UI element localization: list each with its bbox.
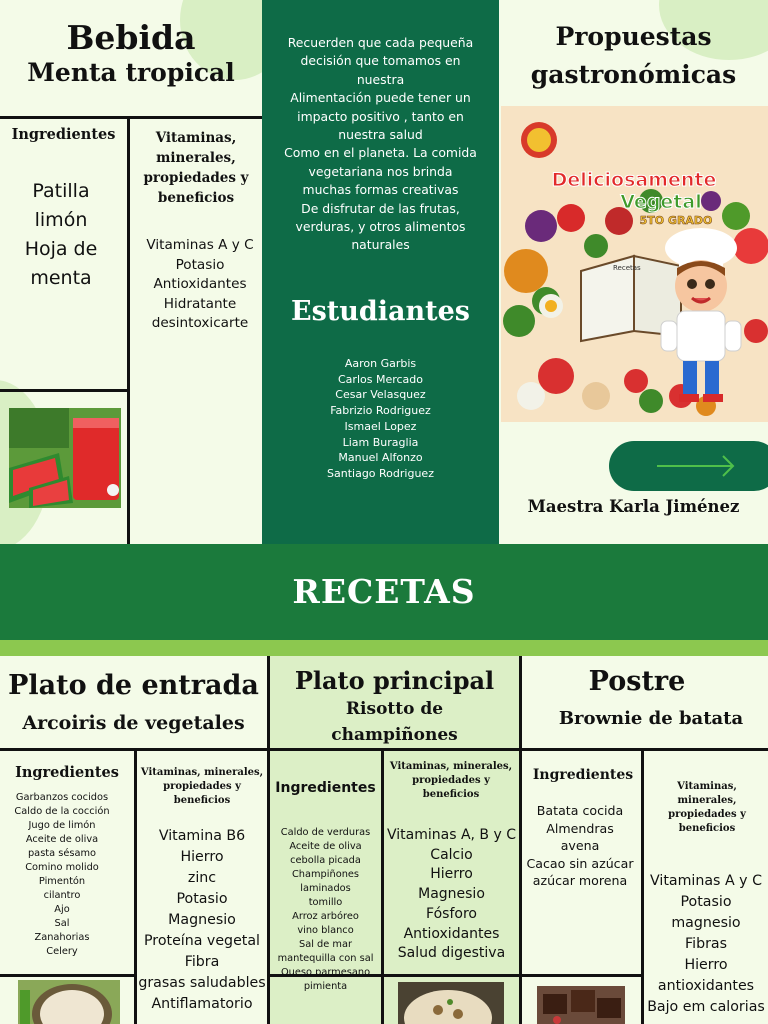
ingredient: Batata cocida [536, 803, 624, 818]
postre-ingredients-heading: Ingredientes [532, 767, 634, 783]
vitamin: Proteína vegetal [144, 933, 260, 949]
postre-vitamins-heading: Vitaminas, minerales, propiedades y beneficios [668, 781, 746, 834]
ingredient: pimienta [303, 981, 348, 992]
recetas-band [0, 544, 768, 640]
divider [519, 974, 644, 977]
postre-title: Postre [588, 666, 686, 697]
vitamin: antioxidantes [657, 978, 755, 994]
bebida-title: Bebida [66, 18, 196, 57]
vitamin: Hidratante [163, 295, 237, 312]
message-line: decisión que tomamos en [300, 53, 461, 69]
divider [381, 974, 522, 977]
postre-subtitle: Brownie de batata [558, 708, 744, 729]
vitamin: Hierro [684, 957, 728, 973]
bebida-subtitle: Menta tropical [27, 58, 235, 87]
vitamin: Salud digestiva [397, 945, 506, 962]
ingredient: Sal [54, 918, 70, 929]
principal-subtitle [270, 696, 519, 748]
student-name: Manuel Alfonzo [338, 451, 423, 465]
message-line: Alimentación puede tener un [290, 90, 471, 106]
title-line: Propuestas [555, 22, 712, 51]
divider [0, 974, 137, 977]
principal-ingredients-heading: Ingredientes [275, 780, 376, 796]
message-line: Recuerden que cada pequeña [287, 35, 474, 50]
principal-vitamins-heading: Vitaminas, minerales, propiedades y beneficios [389, 761, 513, 800]
vitamin: Magnesio [418, 886, 485, 903]
ingredient: Champiñones [291, 869, 360, 880]
vitamin: Calcio [430, 846, 473, 863]
cookbook-cover-image [501, 106, 768, 422]
postre-vitamins-list [644, 871, 768, 1018]
vitamin: Potasio [176, 891, 228, 907]
bebida-panel [0, 0, 262, 544]
watermelon-drink-image [9, 408, 121, 508]
ingredient: cilantro [43, 890, 81, 901]
student-name: Fabrizio Rodriguez [330, 404, 431, 418]
ingredient: Zanahorias [34, 932, 90, 943]
student-name: Santiago Rodriguez [327, 466, 434, 480]
ingredient: tomillo [308, 897, 343, 908]
ingredient: Queso parmesano [280, 967, 371, 978]
risotto-image [398, 982, 504, 1024]
message-line: naturales [351, 237, 410, 253]
vitamin: Fibra [184, 954, 220, 970]
vitamin: Vitaminas A, B y C [387, 827, 516, 843]
entrada-vitamins-list [137, 826, 267, 1015]
cover-book-label: Recetas [613, 264, 641, 272]
ingredient: Almendras [546, 820, 614, 836]
message-line: muchas formas creativas [302, 182, 459, 198]
vitamin: Potasio [175, 256, 225, 273]
ingredient: Hoja de [24, 238, 98, 260]
ingredient: Sal de mar [299, 939, 352, 950]
ingredient: Arroz arbóreo [292, 911, 359, 922]
students-list [262, 356, 499, 482]
vitamin: Magnesio [168, 912, 236, 928]
ingredient: Aceite de oliva [25, 834, 99, 845]
ingredient: menta [30, 267, 92, 289]
vitamin: Potasio [680, 894, 732, 910]
message-line: De disfrutar de las frutas, [301, 200, 460, 216]
message-line: verduras, y otros alimentos [295, 219, 466, 235]
ingredient: mantequilla con sal [277, 953, 374, 964]
ingredient: avena [560, 838, 600, 854]
cover-title-line1: Deliciosamente [551, 169, 717, 191]
cover-grade: 5TO GRADO [639, 214, 713, 227]
ingredient: Garbanzos cocidos [15, 792, 109, 803]
ingredient: Caldo de verduras [280, 827, 371, 838]
entrada-vitamins-heading: Vitaminas, minerales, propiedades y beneficios [140, 767, 264, 806]
teacher-name: Maestra Karla Jiménez [527, 497, 740, 516]
vitamin: zinc [187, 870, 217, 886]
vitamin: grasas saludables [138, 975, 266, 991]
entrada-ingredients-heading: Ingredientes [15, 764, 119, 781]
vitamin: Fósforo [426, 905, 477, 922]
vitamin: Antioxidantes [153, 276, 247, 292]
entrada-subtitle: Arcoiris de vegetales [22, 712, 245, 734]
arrow-right-icon [609, 441, 768, 491]
vitamin: desintoxicarte [151, 315, 249, 331]
divider [267, 748, 522, 751]
entrada-title: Plato de entrada [8, 670, 259, 701]
ingredient: Caldo de la cocción [14, 806, 110, 817]
recetas-title: RECETAS [292, 572, 476, 611]
vitamin: Bajo em calorias [647, 999, 765, 1015]
ingredient: laminados [300, 883, 351, 894]
vitamin: Vitaminas A y C [650, 873, 762, 889]
ingredient: Celery [46, 946, 78, 957]
principal-title: Plato principal [294, 666, 495, 695]
vitamin: Antioxidantes [403, 925, 500, 942]
ingredient: Pimentón [38, 876, 86, 887]
propuestas-title [499, 18, 768, 94]
next-arrow-button[interactable] [609, 441, 768, 491]
cover-title-line2: Vegetal [620, 191, 702, 213]
title-line: gastronómicas [530, 60, 737, 89]
subtitle-line: Risotto de [345, 699, 444, 719]
ingredient: azúcar morena [532, 873, 628, 889]
ingredient: Jugo de limón [28, 820, 96, 831]
student-name: Aaron Garbis [344, 357, 417, 370]
message-line: vegetariana nos brinda [308, 163, 453, 179]
vitamin: Hierro [180, 849, 224, 865]
brownie-image [537, 986, 625, 1024]
ingredient: Comino molido [25, 862, 99, 873]
hummus-image [18, 980, 120, 1024]
postre-ingredients-list [519, 802, 641, 890]
ingredient: Cacao sin azúcar [526, 855, 634, 871]
subtitle-line: champiñones [331, 725, 458, 745]
student-name: Ismael Lopez [344, 419, 417, 433]
cover-panel [499, 0, 768, 544]
message-line: impacto positivo , tanto en [297, 108, 464, 124]
ingredient: Patilla [32, 180, 90, 202]
vitamin: magnesio [671, 915, 741, 931]
bebida-ingredients-heading: Ingredientes [11, 126, 116, 143]
bebida-ingredients-list [0, 177, 122, 293]
message-line: Como en el planeta. La comida [284, 145, 477, 161]
student-name: Liam Buraglia [342, 435, 419, 449]
entrada-ingredients-list [0, 791, 124, 959]
bebida-vitamins-heading: Vitaminas, minerales, propiedades y beneficios [143, 130, 249, 206]
message-line: nuestra salud [338, 127, 423, 143]
vitamin: Fibras [685, 936, 727, 952]
ingredient: limón [34, 209, 88, 231]
principal-vitamins-list [384, 826, 519, 964]
ingredient: Ajo [54, 904, 70, 915]
vitamin: Vitamina B6 [158, 828, 246, 844]
divider [0, 116, 262, 119]
ingredient: cebolla picada [290, 855, 361, 866]
bebida-vitamins-list [130, 236, 262, 334]
message-text [274, 34, 487, 255]
students-title: Estudiantes [291, 296, 470, 327]
ingredient: pasta sésamo [27, 848, 97, 859]
recipes-section [0, 656, 768, 1024]
ingredient: Aceite de oliva [289, 841, 362, 852]
message-panel [262, 0, 499, 544]
student-name: Cesar Velasquez [335, 388, 426, 402]
message-line: nuestra [356, 71, 405, 87]
student-name: Carlos Mercado [338, 372, 423, 386]
vitamin: Antiflamatorio [151, 996, 253, 1012]
vitamin: Hierro [430, 866, 473, 883]
accent-band [0, 640, 768, 656]
ingredient: vino blanco [297, 925, 354, 936]
principal-ingredients-list [270, 826, 381, 994]
divider [0, 389, 130, 392]
vitamin: Vitaminas A y C [146, 237, 254, 253]
